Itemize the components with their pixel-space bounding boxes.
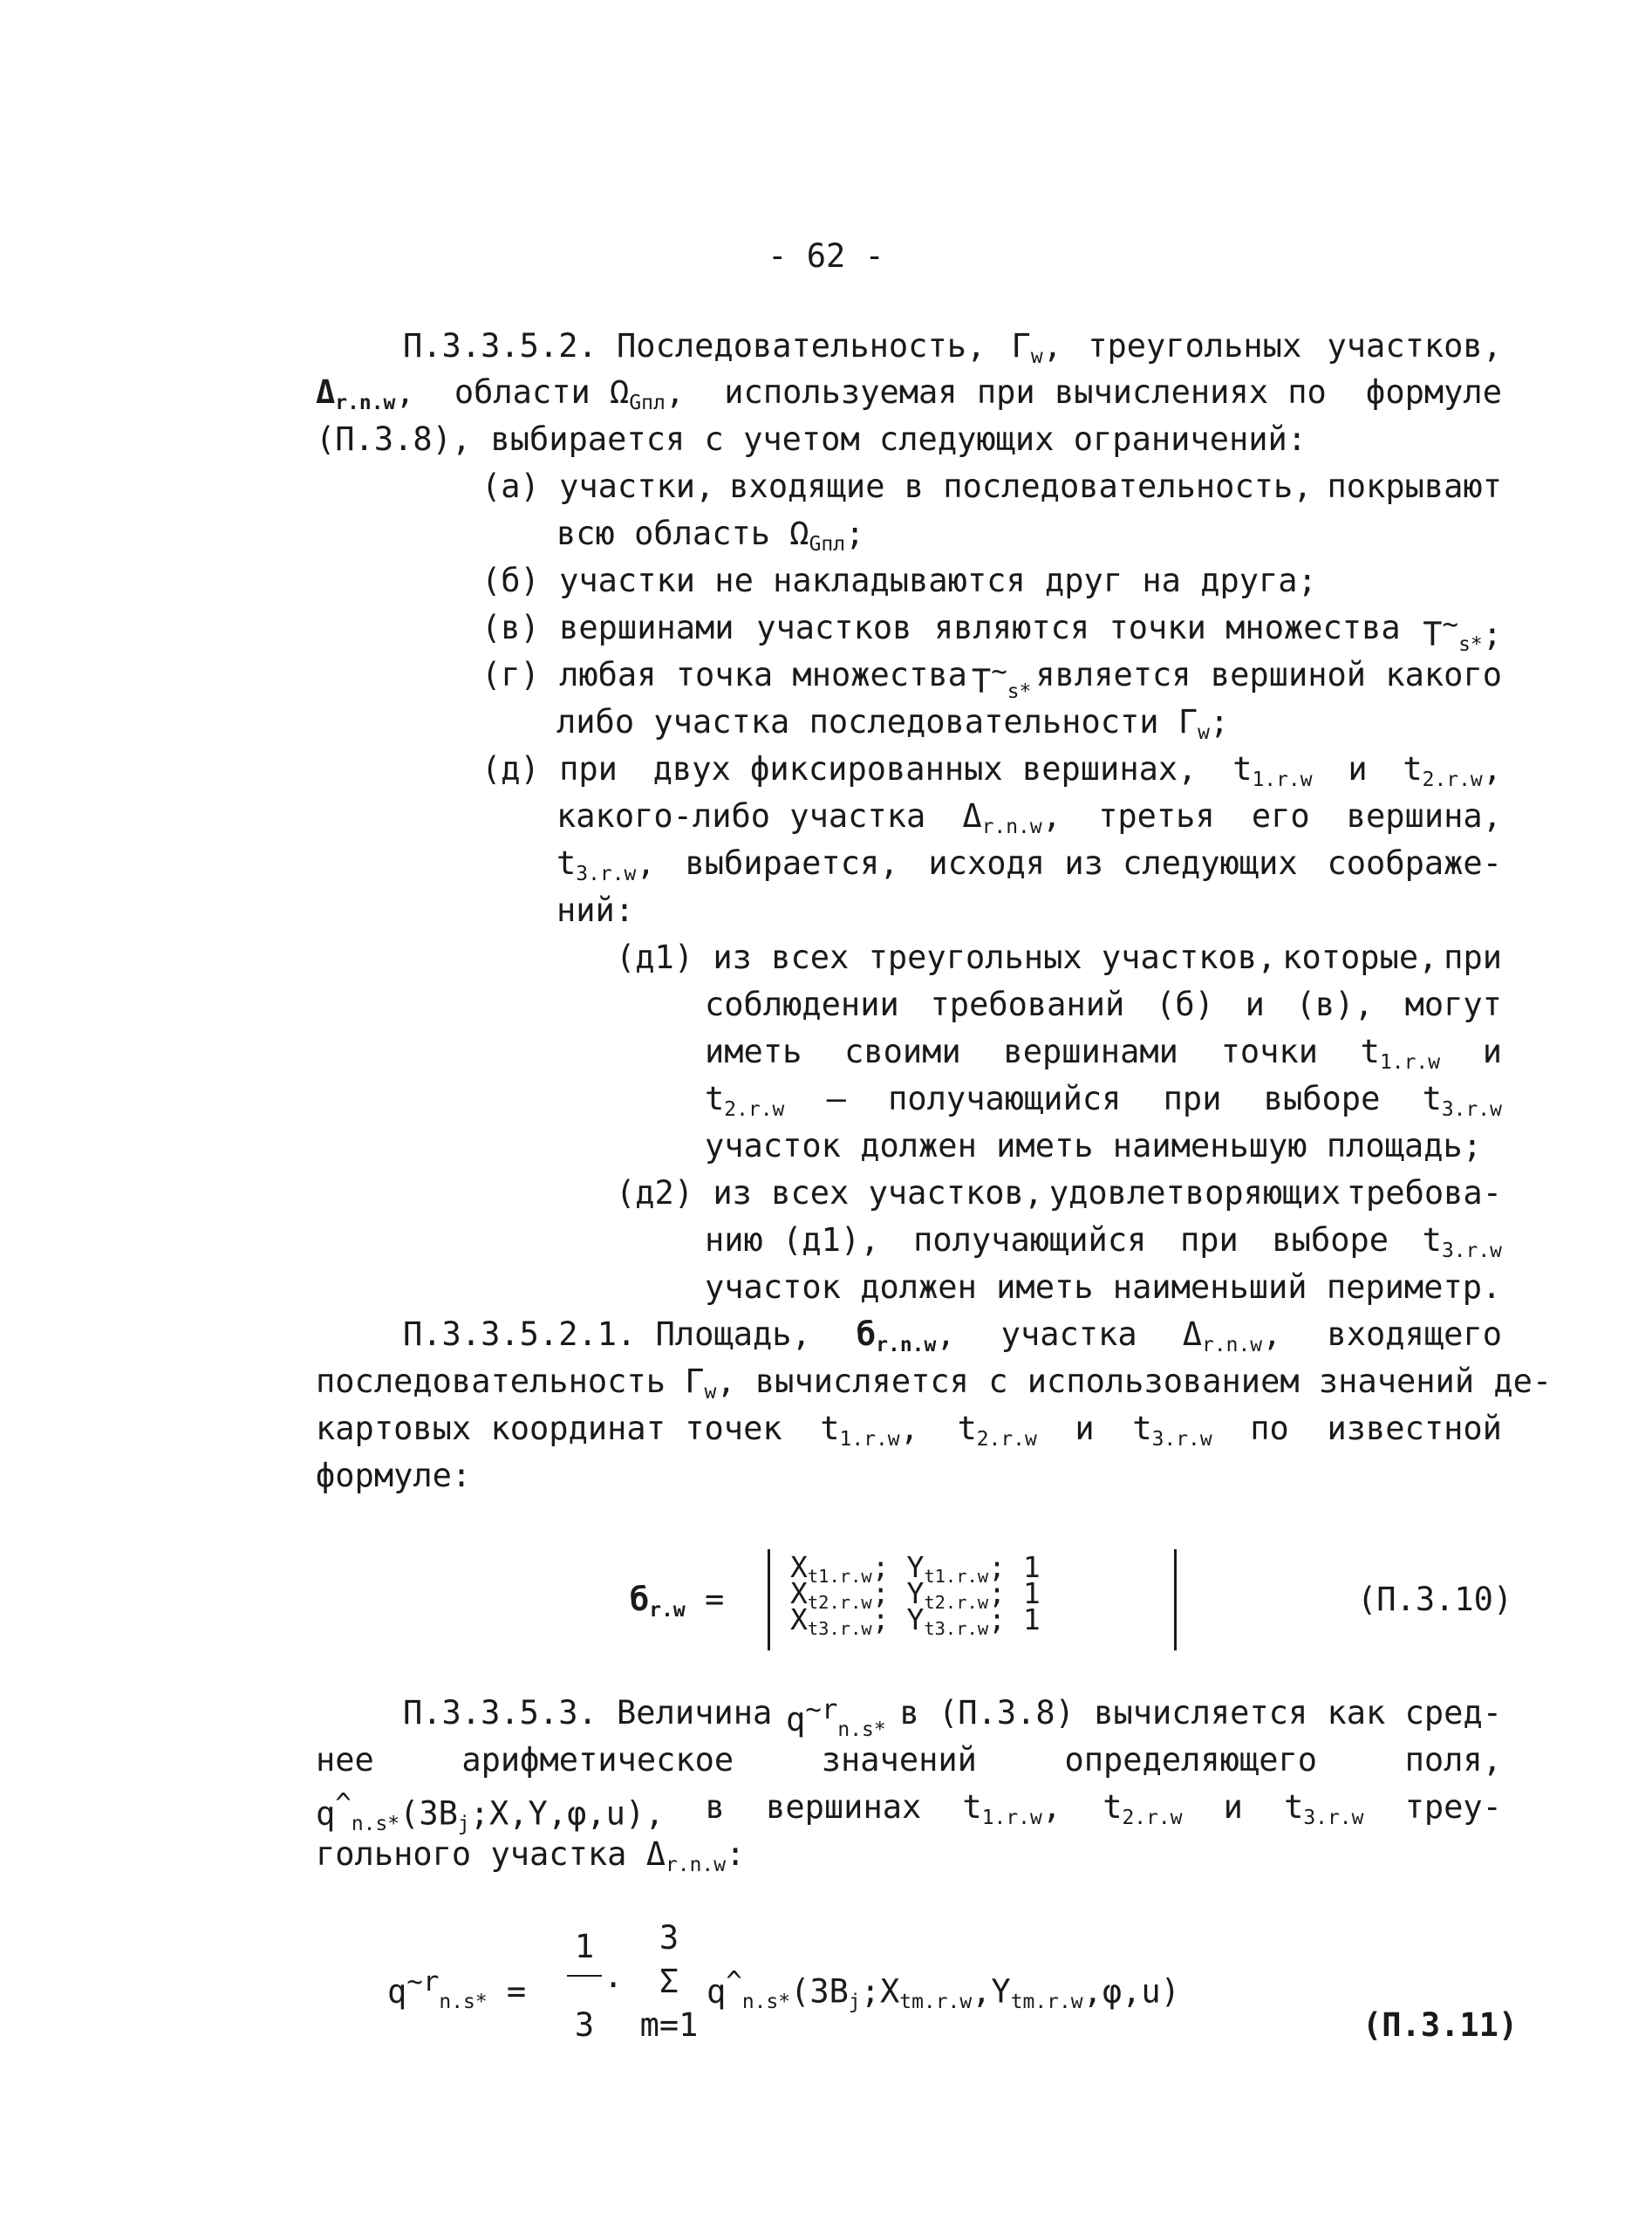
determinant-row-1: $X_{t1.r.w}$; $Y_{t1.r.w}$; 1 — [790, 1550, 1041, 1588]
paragraph-3-3-5-2-1-line-2: последовательность $Г_w$, вычисляется с использованием значений де- — [316, 1363, 1553, 1404]
line-segment: требований — [930, 986, 1125, 1023]
line-segment: $t_{2.r.w}$ — [1102, 1788, 1183, 1829]
line-segment: треугольных — [1088, 327, 1302, 365]
line-segment: $t_{2.r.w}$, — [1403, 750, 1502, 791]
line-segment: могут — [1404, 986, 1502, 1023]
line-segment: $t_{3.r.w}$ — [1422, 1221, 1502, 1262]
fraction-line — [567, 1975, 602, 1977]
paragraph-3-3-5-2-line-2 — [316, 373, 1502, 412]
paragraph-3-3-5-3-line-4: гольного участка $\Delta_{r.n.w}$: — [316, 1835, 746, 1876]
line-segment: покрывают — [1327, 468, 1502, 505]
sum-sign: Σ — [659, 1963, 679, 2000]
line-segment: и — [1223, 1788, 1243, 1826]
line-segment: П.3.3.5.2.1. Площадь, — [403, 1315, 811, 1353]
line-segment: является вершиной какого — [1035, 656, 1502, 693]
line-segment: нее — [316, 1741, 374, 1779]
line-segment: (д1) из всех треугольных участков, — [616, 939, 1277, 976]
subitem-d1-line-5: участок должен иметь наименьшую площадь; — [705, 1127, 1483, 1165]
line-segment: $\Delta_{r.n.w}$, — [1182, 1315, 1282, 1356]
line-segment: и — [1348, 750, 1368, 788]
line-segment: участков — [756, 609, 912, 646]
line-segment: и — [1245, 986, 1265, 1023]
subitem-d1-line-4 — [705, 1080, 1502, 1121]
line-segment: соображе- — [1327, 844, 1502, 882]
line-segment: $T^\sim_{s*}$ — [971, 656, 1032, 704]
paragraph-3-3-5-3-line-2 — [316, 1741, 1502, 1780]
formula-3-10-number: (П.3.10) — [1357, 1581, 1513, 1618]
line-segment: (а) участки, — [481, 468, 715, 505]
fraction-denominator: 3 — [574, 2006, 595, 2044]
line-segment: получающийся — [888, 1080, 1122, 1117]
line-segment: выборе — [1263, 1080, 1381, 1117]
line-segment: двух фиксированных вершинах, — [652, 750, 1198, 788]
paragraph-3-3-5-2-1-line-1 — [403, 1315, 1502, 1354]
line-segment: определяющего — [1064, 1741, 1318, 1779]
line-segment: вершинах — [766, 1788, 922, 1826]
paragraph-3-3-5-2-line-3: (П.3.8), выбирается с учетом следующих ограничений: — [316, 420, 1307, 458]
line-segment: удовлетворяющих — [1048, 1174, 1341, 1212]
paragraph-3-3-5-2-1-line-4: формуле: — [316, 1457, 472, 1494]
line-segment: участков, — [1327, 327, 1502, 365]
determinant-row-2: $X_{t2.r.w}$; $Y_{t2.r.w}$; 1 — [790, 1576, 1041, 1614]
line-segment: $q^{\^{}}_{n.s*}(ЗB_j;X,Y,\varphi,u)$, — [316, 1788, 665, 1836]
line-segment: $t_{2.r.w}$ — [957, 1410, 1037, 1451]
line-segment: арифметическое — [461, 1741, 734, 1779]
line-segment: $t_{1.r.w}$, — [820, 1410, 919, 1451]
line-segment: входящие в последовательность, — [729, 468, 1313, 505]
sum-lower-limit: m=1 — [639, 2006, 699, 2044]
line-segment: получающийся — [913, 1221, 1147, 1259]
line-segment: $t_{3.r.w}$ — [1422, 1080, 1502, 1121]
line-segment: его — [1251, 797, 1310, 835]
list-item-a-line-1 — [481, 468, 1502, 506]
paragraph-3-3-5-2-1-line-3 — [316, 1410, 1502, 1451]
line-segment: вершинами — [1003, 1033, 1178, 1070]
line-segment: П.3.3.5.3. Величина — [403, 1694, 773, 1732]
line-segment: (б) — [1156, 986, 1214, 1023]
line-segment: которые, — [1282, 939, 1438, 976]
list-item-b: (б) участки не накладываются друг на друга; — [481, 562, 1317, 599]
list-item-a-line-2: всю область $\Omega_{Gпл}$; — [556, 515, 865, 556]
line-segment: $T^\sim_{s*}$; — [1423, 609, 1502, 657]
line-segment: требова- — [1346, 1174, 1502, 1212]
line-segment: и — [1482, 1033, 1502, 1070]
line-segment: третья — [1098, 797, 1215, 835]
line-segment: своими — [844, 1033, 961, 1070]
list-item-d-line-3 — [556, 844, 1502, 883]
line-segment: являются точки множества — [934, 609, 1401, 646]
formula-3-11-body: $q^{\^{}}_{n.s*}(ЗB_j;X_{tm.r.w},Y_{tm.r.w},\varphi,u)$ — [707, 1966, 1180, 2014]
line-segment: поля, — [1404, 1741, 1502, 1779]
list-item-d-line-1 — [481, 750, 1502, 789]
paragraph-3-3-5-3-line-3 — [316, 1788, 1502, 1834]
list-item-g-line-2: либо участка последовательности $Г_w$; — [556, 703, 1230, 744]
page-number: - 62 - — [768, 237, 884, 275]
line-segment: $\Delta_{r.n.w}$, — [316, 373, 415, 414]
line-segment: $t_{1.r.w}$, — [962, 1788, 1062, 1829]
line-segment: участка — [1000, 1315, 1137, 1353]
line-segment: $t_{3.r.w}$, — [556, 844, 656, 885]
formula-3-10-lhs: $б_{r.w}$ = — [630, 1581, 725, 1622]
line-segment: какого-либо участка — [556, 797, 926, 835]
line-segment: – — [826, 1080, 846, 1117]
subitem-d2-line-3: участок должен иметь наименьший периметр. — [705, 1268, 1502, 1306]
line-segment: входящего — [1327, 1315, 1502, 1353]
list-item-g-line-1 — [481, 656, 1502, 704]
formula-3-11-lhs: $q^{\sim r}_{n.s*}$ = — [387, 1966, 527, 2014]
line-segment: вершина, — [1346, 797, 1502, 835]
multiply-dot: · — [604, 1966, 624, 2004]
line-segment: выборе — [1272, 1221, 1389, 1259]
line-segment: формуле — [1366, 373, 1502, 411]
determinant-row-3: $X_{t3.r.w}$; $Y_{t3.r.w}$; 1 — [790, 1602, 1041, 1640]
paragraph-3-3-5-2-line-1 — [403, 327, 1502, 368]
line-segment: $t_{3.r.w}$ — [1132, 1410, 1212, 1451]
line-segment: по — [1250, 1410, 1289, 1447]
formula-3-11-number: (П.3.11) — [1362, 2006, 1519, 2044]
line-segment: $q^{\sim r}_{n.s*}$ — [786, 1694, 886, 1742]
line-segment: (д2) из всех участков, — [616, 1174, 1044, 1212]
subitem-d1-line-3 — [705, 1033, 1502, 1074]
line-segment: $t_{1.r.w}$ — [1232, 750, 1313, 791]
line-segment: $t_{3.r.w}$ — [1284, 1788, 1364, 1829]
subitem-d1-line-1 — [616, 939, 1502, 977]
sum-upper-limit: 3 — [659, 1919, 679, 1957]
line-segment: (д) при — [481, 750, 618, 788]
line-segment: значений — [821, 1741, 977, 1779]
subitem-d1-line-2 — [705, 986, 1502, 1024]
line-segment: при — [1179, 1221, 1239, 1259]
line-segment: $t_{2.r.w}$ — [705, 1080, 785, 1121]
line-segment: $t_{1.r.w}$ — [1360, 1033, 1441, 1074]
fraction-numerator: 1 — [574, 1928, 595, 1965]
line-segment: соблюдении — [705, 986, 899, 1023]
determinant-right-bar — [1174, 1549, 1177, 1650]
line-segment: при — [1444, 939, 1502, 976]
list-item-d-line-2 — [556, 797, 1502, 836]
determinant-left-bar — [768, 1549, 770, 1650]
line-segment: (г) любая точка множества — [481, 656, 967, 693]
line-segment: используемая при вычислениях по — [724, 373, 1327, 411]
line-segment: иметь — [705, 1033, 802, 1070]
list-item-v — [481, 609, 1502, 657]
determinant-matrix — [790, 1550, 1041, 1640]
line-segment: нию (д1), — [705, 1221, 880, 1259]
line-segment: области $\Omega_{Gпл}$, — [454, 373, 686, 414]
line-segment: П.3.3.5.2. Последовательность, — [403, 327, 986, 365]
line-segment: при — [1163, 1080, 1222, 1117]
subitem-d2-line-2 — [705, 1221, 1502, 1260]
line-segment: треу- — [1404, 1788, 1502, 1826]
line-segment: $Г_w$, — [1011, 327, 1062, 368]
line-segment: в — [705, 1788, 725, 1826]
paragraph-3-3-5-3-line-1 — [403, 1694, 1502, 1742]
subitem-d2-line-1 — [616, 1174, 1502, 1213]
line-segment: точки — [1220, 1033, 1318, 1070]
line-segment: исходя из следующих — [928, 844, 1298, 882]
line-segment: (в), — [1295, 986, 1374, 1023]
line-segment: $б_{r.n.w}$, — [856, 1315, 956, 1356]
line-segment: известной — [1327, 1410, 1502, 1447]
line-segment: (в) вершинами — [481, 609, 734, 646]
line-segment: картовых координат точек — [316, 1410, 782, 1447]
line-segment: в (П.3.8) вычисляется как сред- — [899, 1694, 1502, 1732]
line-segment: и — [1075, 1410, 1095, 1447]
list-item-d-line-4: ний: — [556, 891, 635, 929]
line-segment: $\Delta_{r.n.w}$, — [962, 797, 1062, 838]
line-segment: выбирается, — [685, 844, 899, 882]
